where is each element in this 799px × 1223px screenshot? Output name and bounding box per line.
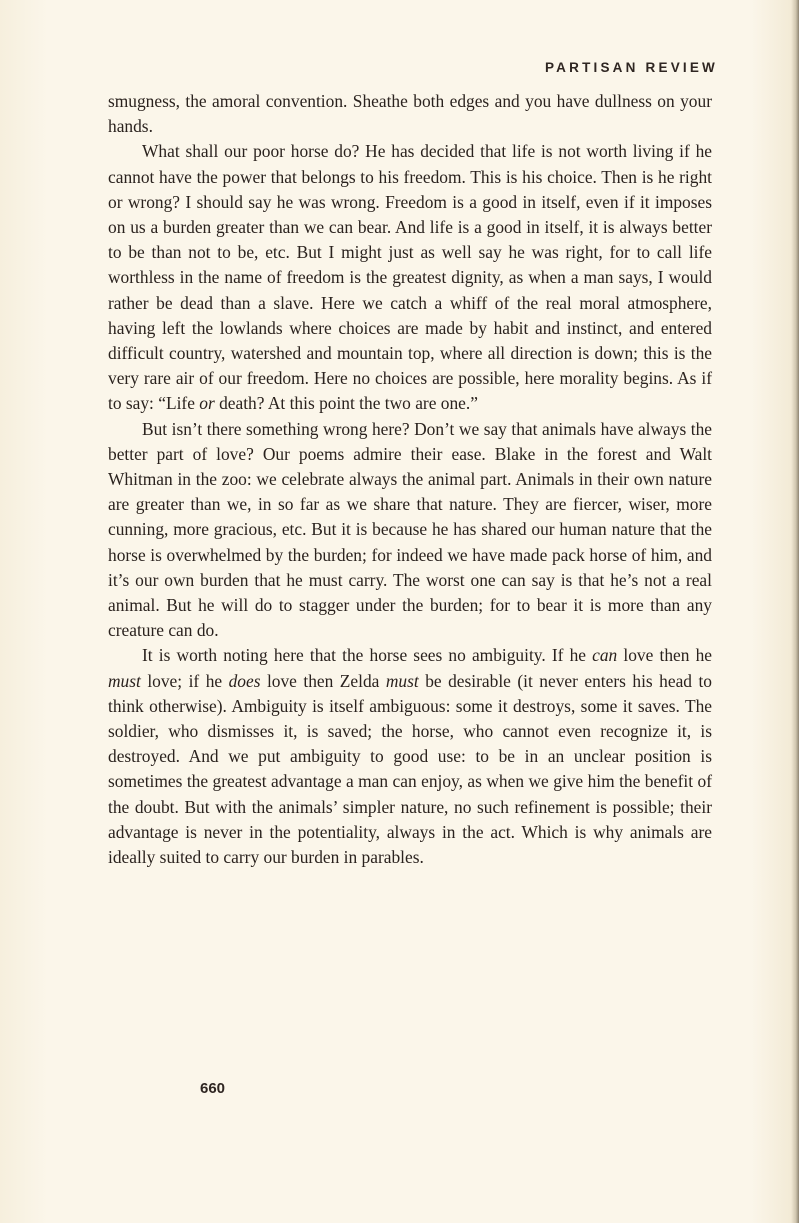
text-run: But isn’t there something wrong here? Don’t we say that animals have always the better part of love? Our poems admire their ease. Blake in the forest and Walt Whitman in the zoo: we celebrate always the animal part. Animals in their own nature are greater than we, in so far as we share that nature. They are fiercer, wiser, more cunning, more gracious, etc. But it is because he has shared our human nature that the horse is overwhelmed by the burden; for indeed we have made pack horse of him, and it’s our own burden that he must carry. The worst one can say is that he’s not a real animal. But he will do to stagger under the burden; for to bear it is more than any creature can do. <box>108 418 712 641</box>
text-run: It is worth noting here that the horse sees no ambiguity. If he <box>142 645 593 666</box>
paragraph-1 <box>108 89 712 139</box>
text-run: What shall our poor horse do? He has decided that life is not worth living if he cannot have the power that belongs to his freedom. This is his choice. Then is he right or wrong? I should say he was wrong. Freedom is a good in itself, even if it imposes on us a burden greater than we can bear. And life is a good in itself, it is always better to be than not to be, etc. But I might just as well say he was right, for to call life worthless in the name of freedom is the greatest dignity, as when a man says, I would rather be dead than a slave. Here we catch a whiff of the real moral atmosphere, having left the lowlands where choices are made by habit and instinct, and entered difficult country, watershed and mountain top, where all direction is down; this is the very rare air of our freedom. Here no choices are possible, here morality begins. As if to say: “Life <box>108 141 712 414</box>
italic-text-run: can <box>592 645 618 666</box>
text-run: death? At this point the two are one.” <box>214 393 478 414</box>
paragraph-2 <box>108 139 712 416</box>
italic-text-run: does <box>228 670 261 691</box>
italic-text-run: must <box>385 670 419 691</box>
text-run: love; if he <box>140 670 229 691</box>
text-run: be desirable (it never enters his head to think otherwise). Ambiguity is itself ambiguous: some it destroys, some it saves. The soldier, who dismisses it, is saved; the horse, who cannot even recognize it, is destroyed. And we put ambiguity to good use: to be in an unclear position is sometimes the greatest advantage a man can enjoy, as when we give him the benefit of the doubt. But with the animals’ simpler nature, no such refinement is possible; their advantage is never in the potentiality, always in the act. Which is why animals are ideally suited to carry our burden in parables. <box>108 670 712 868</box>
body-text <box>108 89 712 870</box>
page-edge-shadow <box>791 0 799 1223</box>
italic-text-run: must <box>108 670 141 691</box>
text-run: smugness, the amoral convention. Sheathe both edges and you have dullness on your hands. <box>108 91 712 137</box>
page-number: 660 <box>200 1080 226 1097</box>
text-run: love then Zelda <box>260 670 386 691</box>
paragraph-3 <box>108 417 712 644</box>
text-run: love then he <box>617 645 712 666</box>
italic-text-run: or <box>199 393 215 414</box>
paragraph-4 <box>108 643 712 870</box>
running-head: PARTISAN REVIEW <box>544 60 718 75</box>
